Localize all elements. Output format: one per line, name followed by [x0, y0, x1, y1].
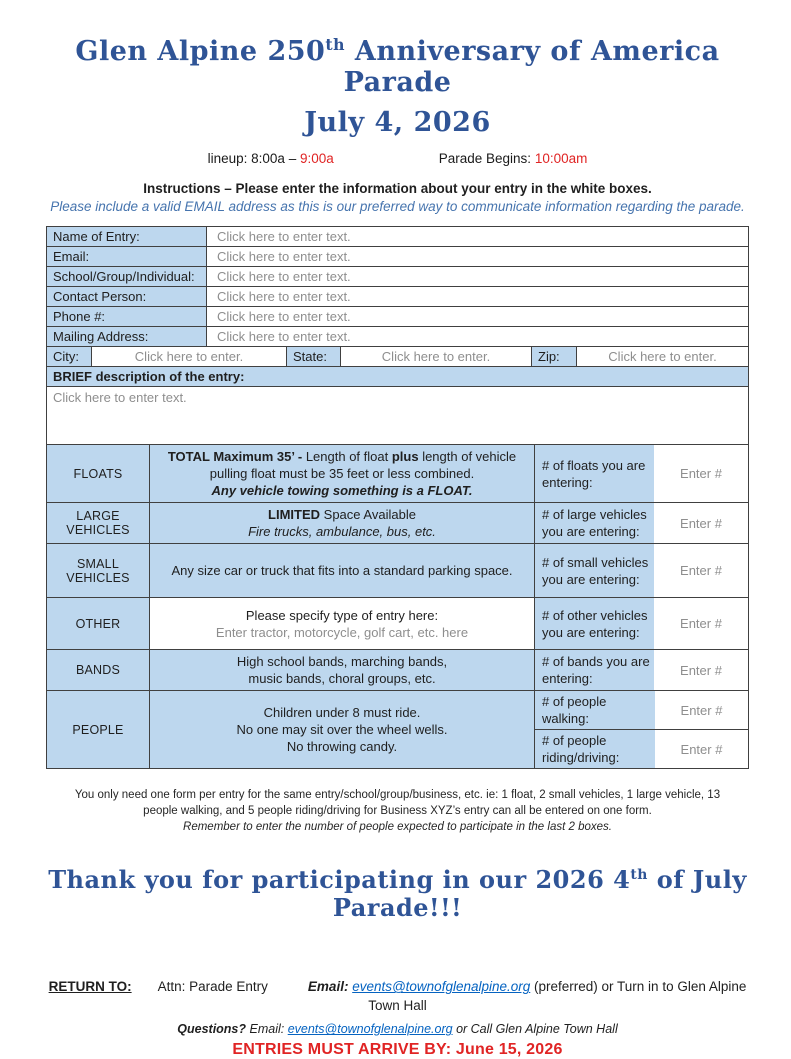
parade-begins	[439, 151, 588, 166]
people-description-line2: No one may sit over the wheel wells.	[236, 722, 448, 738]
attn-parade-entry: Attn: Parade Entry	[157, 979, 268, 995]
bands-category-label: BANDS	[47, 650, 149, 690]
floats-desc-text2: length of vehicle pulling float must be 35 feet or less combined.	[209, 449, 517, 482]
bands-description-line1: High school bands, marching bands,	[236, 654, 448, 670]
small-vehicles-description-line1: Any size car or truck that fits into a standard parking space.	[171, 563, 513, 579]
reminder-note-text: Remember to enter the number of people expected to participate in the last 2 boxes.	[183, 821, 612, 834]
table-row-other	[47, 597, 748, 649]
phone-field[interactable]: Click here to enter text.	[206, 307, 748, 326]
people-description-line3: No throwing candy.	[286, 739, 398, 755]
table-row-city-state-zip	[47, 346, 748, 366]
one-form-note-text: You only need one form per entry for the same entry/school/group/business, etc. ie: 1 float, 2 small vehicles, 1 large vehicle, 13 people walking, and 5 people riding/driving for Business XYZ’s entry can all be entered on one form.	[74, 789, 721, 818]
instructions-line: Instructions – Please enter the information about your entry in the white boxes.	[143, 181, 652, 197]
mailing-address-label: Mailing Address:	[47, 327, 206, 346]
people-walking-row	[535, 691, 748, 729]
floats-desc-bold: TOTAL Maximum 35’ -	[167, 449, 306, 465]
state-field[interactable]: Click here to enter.	[340, 347, 531, 366]
table-row-contact-person	[47, 286, 748, 306]
deadline-notice: ENTRIES MUST ARRIVE BY: June 15, 2026	[232, 1041, 563, 1059]
brief-description-label: BRIEF description of the entry:	[47, 367, 748, 386]
table-row-email	[47, 246, 748, 266]
thank-you-superscript: th	[630, 867, 648, 884]
floats-category-label: FLOATS	[47, 445, 149, 502]
phone-label: Phone #:	[47, 307, 206, 326]
zip-label: Zip:	[531, 347, 576, 366]
large-vehicles-description	[149, 503, 534, 543]
large-vehicles-count-label: # of large vehicles you are entering:	[534, 503, 654, 543]
state-label: State:	[286, 347, 340, 366]
people-description-line1: Children under 8 must ride.	[263, 705, 421, 721]
other-description[interactable]	[149, 598, 534, 649]
large-vehicles-description-line1	[268, 506, 416, 523]
name-of-entry-field[interactable]: Click here to enter text.	[206, 227, 748, 246]
bands-description	[149, 650, 534, 690]
lineup-label: lineup: 8:00a –	[207, 151, 300, 167]
entry-categories-table	[46, 444, 749, 769]
floats-description	[149, 445, 534, 502]
bands-description-line2: music bands, choral groups, etc.	[248, 671, 436, 687]
email-field[interactable]: Click here to enter text.	[206, 247, 748, 266]
email-preference-note: Please include a valid EMAIL address as this is our preferred way to communicate information regarding the parade.	[50, 199, 745, 215]
floats-description-line2: Any vehicle towing something is a FLOAT.	[211, 483, 473, 499]
small-vehicles-category-label: SMALL VEHICLES	[47, 544, 149, 597]
questions-email-link[interactable]: events@townofglenalpine.org	[287, 1022, 453, 1037]
parade-begins-time: 10:00am	[534, 151, 588, 167]
parade-entry-form	[46, 0, 749, 1059]
email-after-text: (preferred) or Turn in to Glen Alpine Town Hall	[368, 979, 747, 1014]
city-field[interactable]: Click here to enter.	[91, 347, 286, 366]
table-row-brief-description	[47, 386, 748, 444]
lineup-time	[208, 151, 334, 166]
table-row-school-group	[47, 266, 748, 286]
table-row-floats	[47, 445, 748, 502]
contact-person-field[interactable]: Click here to enter text.	[206, 287, 748, 306]
large-vehicles-description-line2: Fire trucks, ambulance, bus, etc.	[248, 524, 436, 540]
small-vehicles-description	[149, 544, 534, 597]
floats-description-line1	[162, 448, 522, 482]
table-row-phone	[47, 306, 748, 326]
school-group-field[interactable]: Click here to enter text.	[206, 267, 748, 286]
event-date: July 4, 2026	[304, 107, 491, 139]
other-count-field[interactable]: Enter #	[680, 616, 722, 632]
title-text: Glen Alpine 250	[75, 36, 326, 67]
questions-line	[46, 1022, 749, 1036]
table-row-name-of-entry	[47, 227, 748, 246]
city-label: City:	[47, 347, 91, 366]
lineup-end-time: 9:00a	[299, 151, 334, 167]
table-row-people	[47, 690, 748, 768]
bands-count-field[interactable]: Enter #	[680, 662, 722, 678]
people-description	[149, 691, 534, 768]
contact-person-label: Contact Person:	[47, 287, 206, 306]
small-vehicles-count-label: # of small vehicles you are entering:	[534, 544, 654, 597]
table-row-small-vehicles	[47, 543, 748, 597]
other-category-label: OTHER	[47, 598, 149, 649]
other-type-field[interactable]: Enter tractor, motorcycle, golf cart, etc. here	[215, 624, 469, 640]
people-walking-label: # of people walking:	[535, 691, 655, 729]
parade-begins-label: Parade Begins:	[438, 151, 535, 167]
floats-count-label: # of floats you are entering:	[534, 445, 654, 502]
people-count-column	[534, 691, 748, 768]
questions-label: Questions?	[177, 1022, 250, 1037]
table-row-brief-description-header	[47, 366, 748, 386]
small-vehicles-count-field[interactable]: Enter #	[680, 563, 722, 579]
floats-desc-plus: plus	[391, 449, 419, 465]
people-walking-field[interactable]: Enter #	[680, 702, 723, 718]
school-group-label: School/Group/Individual:	[47, 267, 206, 286]
zip-field[interactable]: Click here to enter.	[576, 347, 748, 366]
floats-desc-text: Length of float	[305, 449, 392, 465]
email-link[interactable]: events@townofglenalpine.org	[352, 979, 531, 995]
mailing-address-field[interactable]: Click here to enter text.	[206, 327, 748, 346]
brief-description-field[interactable]: Click here to enter text.	[53, 390, 187, 406]
contact-info-table	[46, 226, 749, 445]
table-row-mailing-address	[47, 326, 748, 346]
name-of-entry-label: Name of Entry:	[47, 227, 206, 246]
thank-you-text-rest: of July Parade!!!	[332, 865, 747, 922]
table-row-large-vehicles	[47, 502, 748, 543]
people-riding-row	[535, 729, 748, 768]
table-row-bands	[47, 649, 748, 690]
other-count-label: # of other vehicles you are entering:	[534, 598, 654, 649]
email-prefix-label: Email:	[307, 979, 353, 995]
floats-count-field[interactable]: Enter #	[680, 466, 722, 482]
large-desc-text: Space Available	[320, 507, 416, 523]
schedule-line	[46, 151, 749, 166]
large-vehicles-category-label: LARGE VEHICLES	[47, 503, 149, 543]
title-text-rest: Anniversary of America Parade	[343, 36, 720, 99]
large-desc-bold: LIMITED	[268, 507, 321, 523]
thank-you-line	[46, 866, 749, 921]
people-riding-field[interactable]: Enter #	[680, 741, 723, 757]
email-label: Email:	[47, 247, 206, 266]
other-description-line1: Please specify type of entry here:	[245, 607, 439, 623]
bands-count-label: # of bands you are entering:	[534, 650, 654, 690]
return-to-block	[46, 977, 749, 1015]
return-to-label: RETURN TO:	[48, 979, 132, 995]
questions-after-text: or Call Glen Alpine Town Hall	[452, 1022, 618, 1037]
large-vehicles-count-field[interactable]: Enter #	[680, 515, 722, 531]
thank-you-text: Thank you for participating in our 2026 4	[48, 865, 631, 895]
title-superscript: th	[325, 35, 345, 54]
one-form-note	[68, 787, 728, 835]
questions-email-label: Email:	[249, 1022, 288, 1037]
page-title	[46, 36, 749, 98]
people-category-label: PEOPLE	[47, 691, 149, 768]
people-riding-label: # of people riding/driving:	[535, 730, 655, 768]
